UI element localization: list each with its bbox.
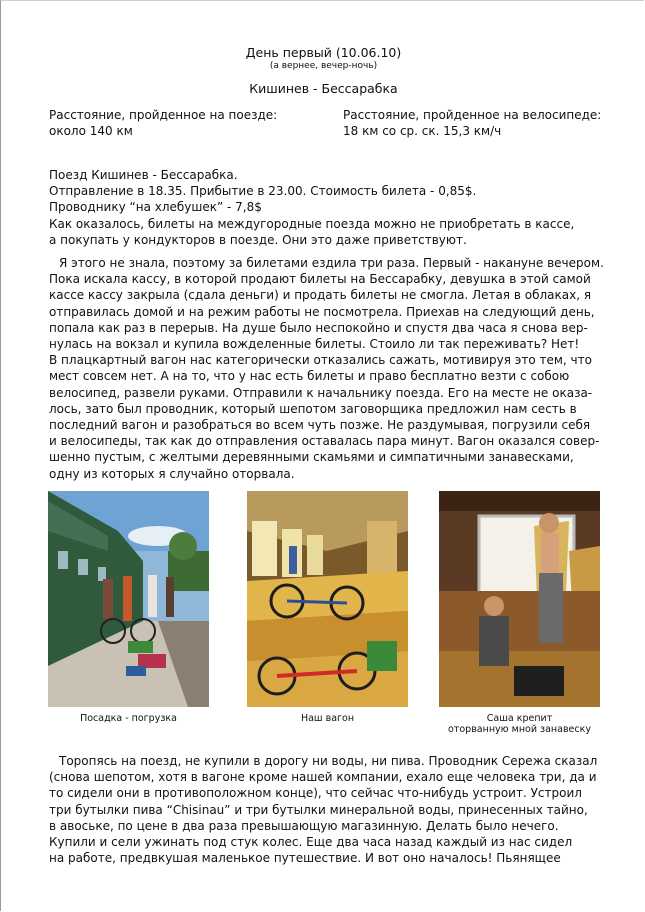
bike-distance-value: 18 км со ср. ск. 15,3 км/ч — [343, 124, 502, 138]
text-line: Отправление в 18.35. Прибытие в 23.00. Стоимость билета - 0,85$. — [49, 184, 477, 199]
text-line: нулась на вокзал и купила вожделенные билеты. Стоило ли так переживать? Нет! — [49, 337, 580, 352]
page-title: День первый (10.06.10) — [245, 45, 402, 60]
text-line: Я этого не знала, поэтому за билетами ездила три раза. Первый - накануне вечером. — [59, 256, 604, 270]
photo-caption-curtain — [426, 713, 613, 735]
text-line: Проводнику “на хлебушек” - 7,8$ — [49, 200, 262, 215]
text-line: и велосипеды, так как до отправления оставалась пара минут. Вагон оказался совер- — [49, 434, 600, 449]
bike-distance — [343, 107, 601, 139]
route-heading: Кишинев - Бессарабка — [249, 81, 398, 96]
photo-caption-wagon: Наш вагон — [300, 713, 355, 724]
train-info — [49, 167, 609, 248]
text-line: на работе, предвкушая маленькое путешествие. И вот оно началось! Пьянящее — [49, 851, 561, 866]
photo-caption-platform: Посадка - погрузка — [80, 713, 177, 724]
text-line: кассе кассу закрыла (сдала деньги) и продать билеты не смогла. Летая в облаках, я — [49, 288, 592, 303]
train-distance — [49, 107, 277, 139]
caption-line: Саша крепит — [486, 713, 553, 724]
caption-line: оторванную мной занавеску — [448, 724, 591, 735]
text-line: то сидели они в противоположном конце), что сейчас что-нибудь устроит. Устроил — [49, 786, 582, 801]
text-line: В плацкартный вагон нас категорически отказались сажать, мотивируя это тем, что — [49, 353, 592, 368]
wagon-photo — [247, 491, 408, 707]
text-line: одну из которых я случайно оторвала. — [49, 466, 295, 481]
text-line: мест совсем нет. А на то, что у нас есть билеты и право бесплатно везти с собою — [49, 369, 570, 384]
page-subtitle: (а вернее, вечер-ночь) — [269, 61, 378, 71]
text-line: Как оказалось, билеты на междугородные поезда можно не приобретать в кассе, — [49, 216, 575, 231]
text-line: попала как раз в перерыв. На душе было неспокойно и спустя два часа я снова вер- — [49, 320, 588, 335]
train-distance-label: Расстояние, пройденное на поезде: — [49, 108, 278, 122]
text-line: шенно пустым, с желтыми деревянными скамьями и симпатичными занавесками, — [49, 450, 574, 465]
text-line: последний вагон и разобраться во всем чуть позже. Не раздумывая, погрузили себя — [49, 418, 591, 433]
platform-photo — [48, 491, 209, 707]
text-line: а покупать у кондукторов в поезде. Они это даже приветствуют. — [49, 232, 467, 247]
story-paragraph — [49, 255, 609, 482]
bike-distance-label: Расстояние, пройденное на велосипеде: — [343, 108, 602, 122]
text-line: Пока искала кассу, в которой продают билеты на Бессарабку, девушка в этой самой — [49, 272, 591, 287]
text-line: в авоське, по цене в два раза превышающую магазинную. Делать было нечего. — [49, 818, 559, 833]
text-line: лось, зато был проводник, который шепотом заговорщика предложил нам сесть в — [49, 401, 577, 416]
text-line: Купили и сели ужинать под стук колес. Еще два часа назад каждый из нас сидел — [49, 835, 573, 850]
text-line: велосипед, развели руками. Отправили к начальнику поезда. Его на месте не оказа- — [49, 385, 593, 400]
text-line: отправилась домой и на режим работы не посмотрела. Приехав на следующий день, — [49, 304, 595, 319]
text-line: три бутылки пива “Chisinau” и три бутылки минеральной воды, принесенных тайно, — [49, 802, 588, 817]
tail-paragraph — [49, 753, 609, 866]
text-line: Торопясь на поезд, не купили в дорогу ни воды, ни пива. Проводник Сережа сказал — [59, 754, 598, 768]
train-distance-value: около 140 км — [49, 124, 133, 138]
text-line: Поезд Кишинев - Бессарабка. — [49, 168, 238, 182]
text-line: (снова шепотом, хотя в вагоне кроме нашей компании, ехало еще человека три, да и — [49, 770, 597, 785]
curtain-photo — [439, 491, 600, 707]
